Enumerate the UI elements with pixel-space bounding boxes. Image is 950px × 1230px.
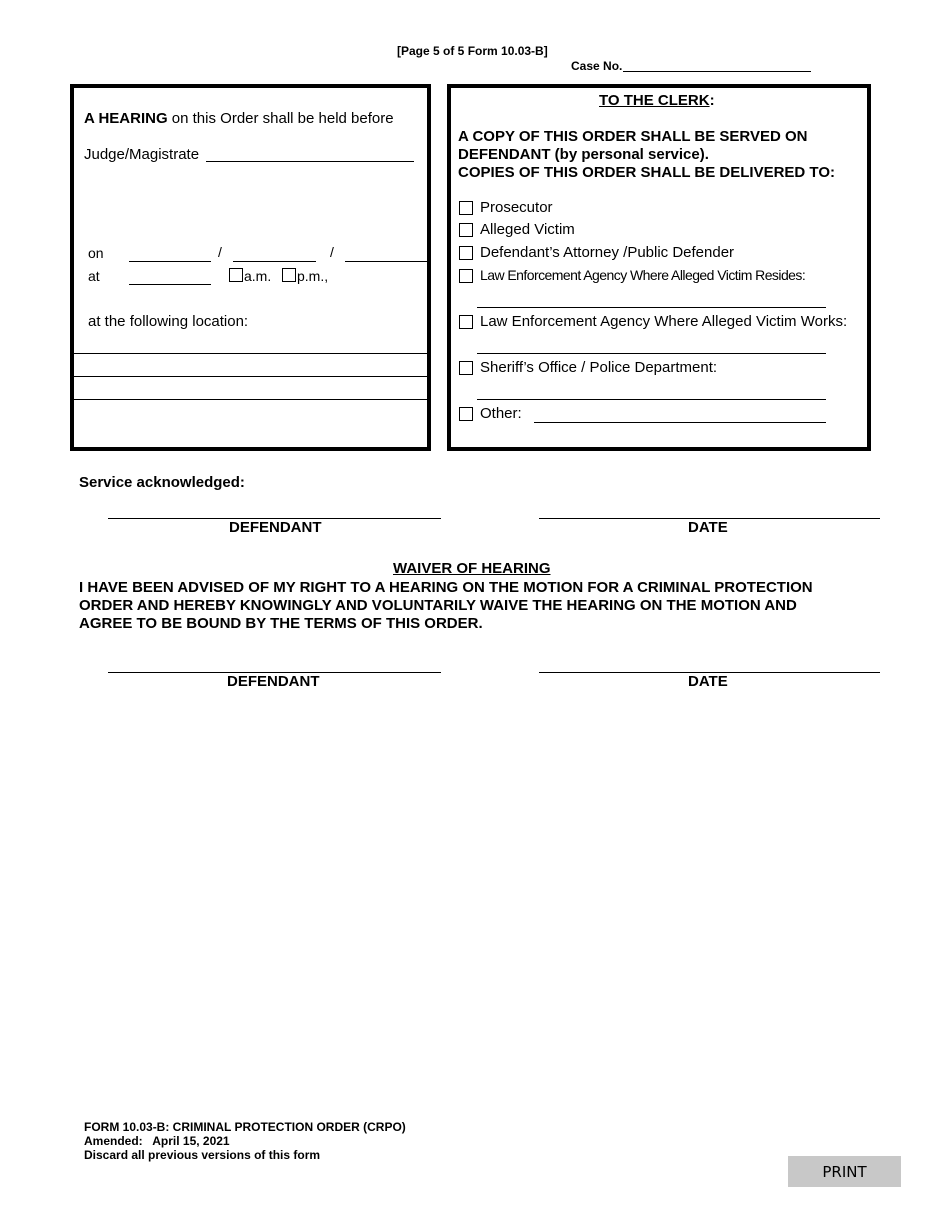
footer-amended: Amended: April 15, 2021	[84, 1134, 230, 1148]
le-agency-works-field[interactable]	[477, 353, 826, 354]
clerk-instruction-2: DEFENDANT (by personal service).	[458, 146, 709, 163]
waiver-text-1: I HAVE BEEN ADVISED OF MY RIGHT TO A HEARING ON THE MOTION FOR A CRIMINAL PROTECTION	[79, 579, 813, 596]
waiver-text-3: AGREE TO BE BOUND BY THE TERMS OF THIS ORDER.	[79, 615, 483, 632]
le-agency-works-label: Law Enforcement Agency Where Alleged Victim Works:	[480, 313, 848, 330]
am-checkbox[interactable]	[229, 268, 243, 282]
case-no-field[interactable]	[623, 71, 811, 72]
at-label: at	[88, 268, 100, 284]
judge-label: Judge/Magistrate	[84, 146, 200, 163]
date-slash: /	[218, 244, 222, 260]
waiver-defendant-label: DEFENDANT	[227, 673, 320, 690]
print-button[interactable]: PRINT	[788, 1156, 901, 1187]
service-acknowledged-label: Service acknowledged:	[79, 474, 245, 491]
other-field[interactable]	[534, 422, 826, 423]
page-label: [Page 5 of 5 Form 10.03-B]	[397, 44, 548, 58]
le-agency-resides-label: Law Enforcement Agency Where Alleged Victim Resides:	[480, 267, 806, 283]
pm-checkbox[interactable]	[282, 268, 296, 282]
am-label: a.m.	[244, 268, 272, 284]
judge-name-field[interactable]	[206, 161, 414, 162]
le-agency-resides-checkbox[interactable]	[459, 269, 473, 283]
le-agency-works-checkbox[interactable]	[459, 315, 473, 329]
defense-attorney-checkbox[interactable]	[459, 246, 473, 260]
waiver-date-label: DATE	[688, 673, 728, 690]
case-no-label: Case No.	[571, 59, 623, 73]
waiver-title: WAIVER OF HEARING	[393, 560, 551, 577]
pm-label: p.m.,	[297, 268, 329, 284]
date-year-field[interactable]	[345, 261, 427, 262]
clerk-instruction-3: COPIES OF THIS ORDER SHALL BE DELIVERED TO:	[458, 164, 835, 181]
location-label: at the following location:	[88, 313, 249, 330]
clerk-title: TO THE CLERK:	[599, 92, 715, 109]
sheriff-office-checkbox[interactable]	[459, 361, 473, 375]
sheriff-office-field[interactable]	[477, 399, 826, 400]
footer-form-title: FORM 10.03-B: CRIMINAL PROTECTION ORDER (CRPO)	[84, 1120, 406, 1134]
date-day-field[interactable]	[233, 261, 316, 262]
sheriff-office-label: Sheriff’s Office / Police Department:	[480, 359, 718, 376]
date-month-field[interactable]	[129, 261, 211, 262]
alleged-victim-checkbox[interactable]	[459, 223, 473, 237]
footer-discard-note: Discard all previous versions of this form	[84, 1148, 321, 1162]
location-line-2[interactable]	[74, 376, 427, 377]
prosecutor-label: Prosecutor	[480, 199, 553, 216]
prosecutor-checkbox[interactable]	[459, 201, 473, 215]
other-label: Other:	[480, 405, 522, 422]
service-date-label: DATE	[688, 519, 728, 536]
date-slash: /	[330, 244, 334, 260]
waiver-text-2: ORDER AND HEREBY KNOWINGLY AND VOLUNTARILY WAIVE THE HEARING ON THE MOTION AND	[79, 597, 797, 614]
location-line-3[interactable]	[74, 399, 427, 400]
defense-attorney-label: Defendant’s Attorney /Public Defender	[480, 244, 735, 261]
other-checkbox[interactable]	[459, 407, 473, 421]
on-label: on	[88, 245, 104, 261]
hearing-title: A HEARING on this Order shall be held before	[84, 110, 394, 127]
alleged-victim-label: Alleged Victim	[480, 221, 575, 238]
time-field[interactable]	[129, 284, 211, 285]
clerk-instruction-1: A COPY OF THIS ORDER SHALL BE SERVED ON	[458, 128, 808, 145]
le-agency-resides-field[interactable]	[477, 307, 826, 308]
service-defendant-label: DEFENDANT	[229, 519, 322, 536]
location-line-1[interactable]	[74, 353, 427, 354]
